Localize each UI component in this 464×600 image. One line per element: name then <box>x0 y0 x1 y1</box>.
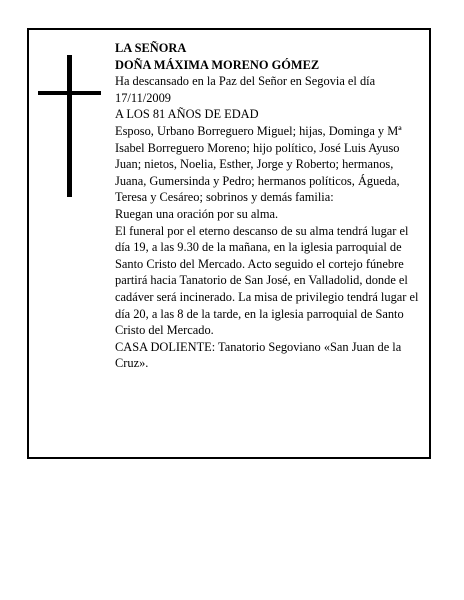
death-statement: Ha descansado en la Paz del Señor en Segovia el día 17/11/2009 <box>115 74 376 105</box>
cross-horizontal-bar <box>38 91 101 95</box>
notice-text <box>115 40 425 372</box>
mourning-house: CASA DOLIENTE: Tanatorio Segoviano «San Juan de la Cruz». <box>115 339 402 371</box>
obituary-notice <box>27 28 431 459</box>
funeral-details: El funeral por el eterno descanso de su alma tendrá lugar el día 19, a las 9.30 de la mañana, en la iglesia parroquial de Santo Cristo del Mercado. Acto seguido el cortejo fúnebre partirá hacia Tanatorio de San José, en Valladolid, donde el cadáver será incinerado. La misa de privilegio tendrá lugar el día 20, a las 8 de la tarde, en la iglesia parroquial de Santo Cristo del Mercado. <box>115 223 419 338</box>
family-list: Esposo, Urbano Borreguero Miguel; hijas, Dominga y Mª Isabel Borreguero Moreno; hijo político, José Luis Ayuso Juan; nietos, Noelia, Esther, Jorge y Roberto; hermanos, Juana, Gumersinda y Pedro; hermanos políticos, Águeda, Teresa y Cesáreo; sobrinos y demás familia: <box>115 123 402 205</box>
title-line-1: LA SEÑORA <box>115 41 187 55</box>
prayer-request: Ruegan una oración por su alma. <box>115 206 279 221</box>
deceased-name: DOÑA MÁXIMA MORENO GÓMEZ <box>115 57 320 72</box>
cross-vertical-bar <box>67 55 72 197</box>
cross-icon <box>29 30 30 31</box>
age-line: A LOS 81 AÑOS DE EDAD <box>115 107 259 122</box>
